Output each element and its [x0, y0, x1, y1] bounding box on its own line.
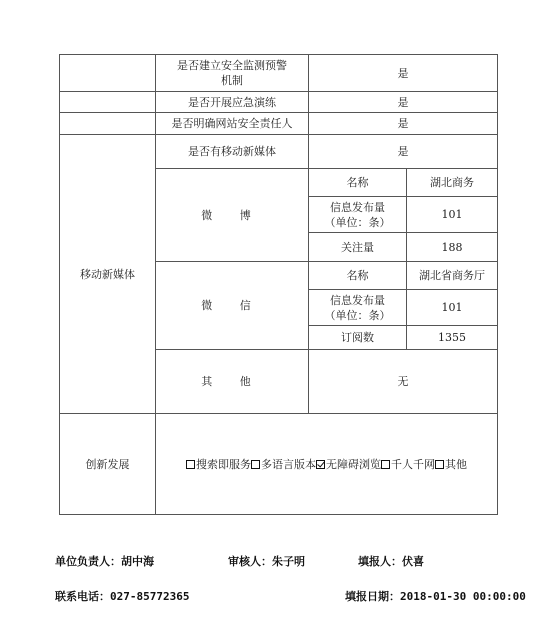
innovation-label: 创新发展: [60, 414, 156, 515]
empty-cell: [60, 113, 156, 135]
weibo-name-value: 湖北商务: [407, 169, 498, 197]
responsible-label: 是否明确网站安全责任人: [156, 113, 309, 135]
innovation-option[interactable]: 其他: [435, 458, 467, 471]
checkbox-icon[interactable]: [381, 460, 390, 469]
responsible-value: 是: [309, 113, 498, 135]
reviewer: 审核人：朱子明: [228, 555, 305, 568]
drill-label: 是否开展应急演练: [156, 92, 309, 113]
other-value: 无: [309, 350, 498, 414]
report-date: 填报日期：2018-01-30 00:00:00: [345, 590, 526, 603]
other-label: 其 他: [156, 350, 309, 414]
empty-cell: [60, 55, 156, 92]
table-row: [60, 113, 498, 135]
contact-phone: 联系电话：027-85772365: [55, 590, 190, 603]
checkbox-icon[interactable]: [186, 460, 195, 469]
weixin-name-value: 湖北省商务厅: [407, 262, 498, 290]
has-mobile-value: 是: [309, 135, 498, 169]
innovation-option[interactable]: 搜索即服务: [186, 458, 251, 471]
weixin-subscribe-value: 1355: [407, 326, 498, 350]
checkbox-icon[interactable]: [251, 460, 260, 469]
drill-value: 是: [309, 92, 498, 113]
weibo-publish-label: 信息发布量 （单位：条）: [309, 197, 407, 233]
weixin-label: 微 信: [156, 262, 309, 350]
weibo-label: 微 博: [156, 169, 309, 262]
table-row: [60, 135, 498, 169]
table-row: [60, 414, 498, 515]
report-table: [59, 54, 498, 515]
checkbox-icon[interactable]: [435, 460, 444, 469]
mobile-section-label: 移动新媒体: [60, 135, 156, 414]
weibo-name-label: 名称: [309, 169, 407, 197]
table-row: [60, 55, 498, 92]
table-row: [60, 92, 498, 113]
innovation-option[interactable]: 多语言版本: [251, 458, 316, 471]
filler: 填报人：伏喜: [358, 555, 424, 568]
monitoring-value: 是: [309, 55, 498, 92]
empty-cell: [60, 92, 156, 113]
monitoring-label: 是否建立安全监测预警 机制: [156, 55, 309, 92]
weixin-subscribe-label: 订阅数: [309, 326, 407, 350]
weixin-name-label: 名称: [309, 262, 407, 290]
weibo-follow-value: 188: [407, 233, 498, 262]
innovation-option-list: [186, 458, 467, 471]
weixin-publish-label: 信息发布量 （单位：条）: [309, 290, 407, 326]
weibo-publish-value: 101: [407, 197, 498, 233]
innovation-options: [156, 414, 498, 515]
checkbox-checked-icon[interactable]: [316, 460, 325, 469]
innovation-option[interactable]: 千人千网: [381, 458, 435, 471]
weixin-publish-value: 101: [407, 290, 498, 326]
innovation-option[interactable]: 无障碍浏览: [316, 458, 381, 471]
unit-head: 单位负责人：胡中海: [55, 555, 154, 568]
has-mobile-label: 是否有移动新媒体: [156, 135, 309, 169]
weibo-follow-label: 关注量: [309, 233, 407, 262]
